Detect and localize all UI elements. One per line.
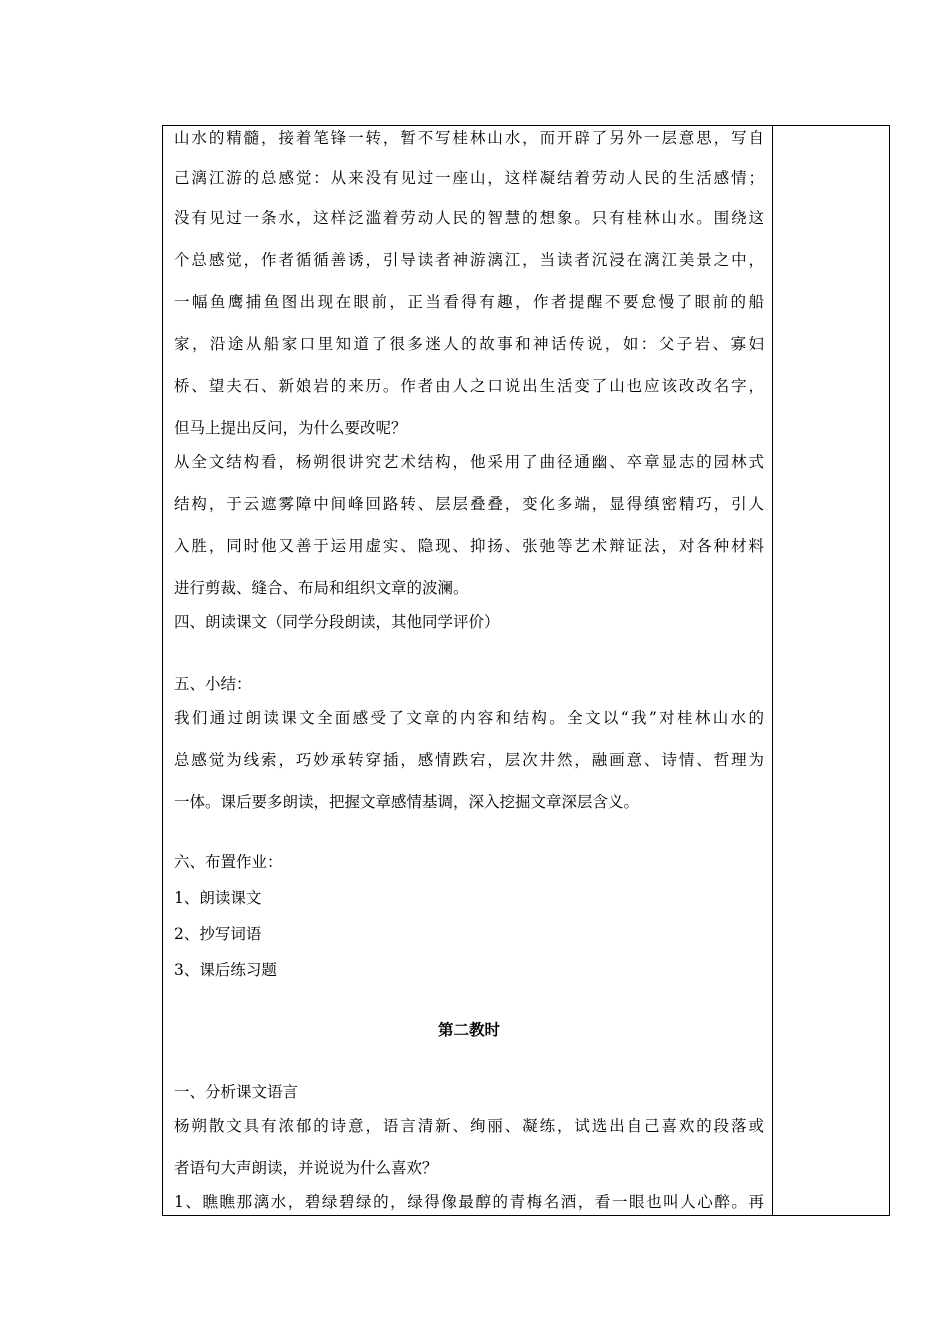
text-line: 1、瞧瞧那漓水，碧绿碧绿的，绿得像最醇的青梅名酒，看一眼也叫人心醉。再 [174, 1193, 764, 1211]
homework-item: 3、课后练习题 [174, 961, 277, 979]
homework-item: 1、朗读课文 [174, 889, 262, 907]
text-line: 己漓江游的总感觉：从来没有见过一座山，这样凝结着劳动人民的生活感情； [174, 169, 764, 187]
text-line: 进行剪裁、缝合、布局和组织文章的波澜。 [174, 579, 469, 597]
text-line: 一幅鱼鹰捕鱼图出现在眼前，正当看得有趣，作者提醒不要怠慢了眼前的船 [174, 293, 764, 311]
section-heading: 五、小结： [174, 675, 252, 693]
text-line: 但马上提出反问，为什么要改呢？ [174, 419, 407, 437]
text-line: 我们通过朗读课文全面感受了文章的内容和结构。全文以“我”对桂林山水的 [174, 709, 764, 727]
table-column-divider [772, 125, 773, 1216]
text-line: 没有见过一条水，这样泛滥着劳动人民的智慧的想象。只有桂林山水。围绕这 [174, 209, 764, 227]
text-line: 山水的精髓，接着笔锋一转，暂不写桂林山水，而开辟了另外一层意思，写自 [174, 129, 764, 147]
text-line: 入胜，同时他又善于运用虚实、隐现、抑扬、张弛等艺术辩证法，对各种材料 [174, 537, 764, 555]
section-heading: 一、分析课文语言 [174, 1083, 299, 1101]
text-line: 家，沿途从船家口里知道了很多迷人的故事和神话传说，如：父子岩、寡妇 [174, 335, 764, 353]
homework-item: 2、抄写词语 [174, 925, 262, 943]
text-line: 总感觉为线索，巧妙承转穿插，感情跌宕，层次井然，融画意、诗情、哲理为 [174, 751, 764, 769]
text-line: 桥、望夫石、新娘岩的来历。作者由人之口说出生活变了山也应该改改名字， [174, 377, 764, 395]
text-line: 结构，于云遮雾障中间峰回路转、层层叠叠，变化多端，显得缜密精巧，引人 [174, 495, 764, 513]
text-line: 者语句大声朗读，并说说为什么喜欢？ [174, 1159, 438, 1177]
text-line: 一体。课后要多朗读，把握文章感情基调，深入挖掘文章深层含义。 [174, 793, 640, 811]
section-heading: 六、布置作业： [174, 853, 283, 871]
section-heading: 四、朗读课文（同学分段朗读，其他同学评价） [174, 613, 500, 631]
text-line: 个总感觉，作者循循善诱，引导读者神游漓江，当读者沉浸在漓江美景之中， [174, 251, 764, 269]
lesson-heading: 第二教时 [437, 1021, 500, 1039]
text-line: 杨朔散文具有浓郁的诗意，语言清新、绚丽、凝练，试选出自己喜欢的段落或 [174, 1117, 764, 1135]
text-line: 从全文结构看，杨朔很讲究艺术结构，他采用了曲径通幽、卒章显志的园林式 [174, 453, 764, 471]
lesson-table [162, 125, 890, 1216]
